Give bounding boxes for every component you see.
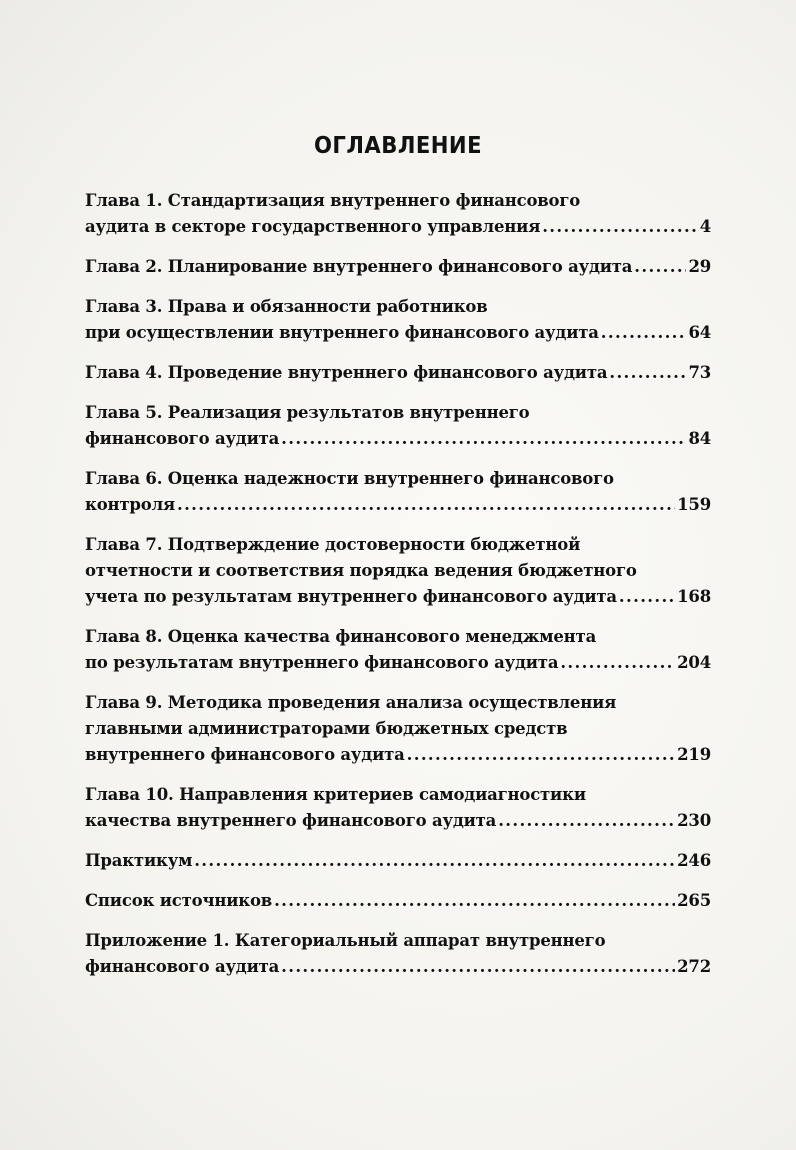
dot-leader: [542, 214, 698, 240]
dot-leader: [601, 320, 687, 346]
toc-entry-title-line: отчетности и соответствия порядка ведения бюджетного: [85, 561, 637, 580]
toc-entry-title-line: финансового аудита: [85, 957, 280, 976]
toc-entry[interactable]: [85, 532, 711, 610]
toc-entry-title-line: Приложение 1. Категориальный аппарат внутреннего: [85, 931, 606, 950]
toc-entry-title-line: финансового аудита: [85, 429, 280, 448]
dot-leader: [407, 742, 676, 768]
page-number: 64: [688, 323, 711, 342]
toc-entry-title-line: Глава 4. Проведение внутреннего финансового аудита: [85, 363, 608, 382]
toc-entry-title-line: Практикум: [85, 851, 193, 870]
dot-leader: [619, 584, 675, 610]
toc-entry-last-line: [85, 848, 711, 874]
dot-leader: [274, 888, 675, 914]
toc-entry[interactable]: [85, 782, 711, 834]
table-of-contents: [85, 188, 711, 994]
toc-entry-last-line: [85, 650, 711, 676]
toc-entry-title-line: Глава 8. Оценка качества финансового менеджмента: [85, 627, 597, 646]
toc-entry-last-line: [85, 492, 711, 518]
page-number: 219: [677, 745, 711, 764]
toc-entry-title-line: Глава 6. Оценка надежности внутреннего финансового: [85, 469, 614, 488]
toc-entry-last-line: [85, 254, 711, 280]
toc-entry-title-line: учета по результатам внутреннего финансового аудита: [85, 587, 617, 606]
toc-entry-last-line: [85, 954, 711, 980]
toc-entry-title-line: Глава 2. Планирование внутреннего финансового аудита: [85, 257, 633, 276]
page-number: 204: [677, 653, 711, 672]
dot-leader: [634, 254, 686, 280]
toc-entry[interactable]: [85, 928, 711, 980]
toc-entry[interactable]: [85, 848, 711, 874]
page-number: 159: [677, 495, 711, 514]
page-number: 84: [688, 429, 711, 448]
dot-leader: [194, 848, 675, 874]
page-number: 272: [677, 957, 711, 976]
toc-entry[interactable]: [85, 188, 711, 240]
toc-entry-last-line: [85, 888, 711, 914]
dot-leader: [177, 492, 675, 518]
page-number: 265: [677, 891, 711, 910]
toc-entry-last-line: [85, 360, 711, 386]
toc-entry-title-line: по результатам внутреннего финансового аудита: [85, 653, 559, 672]
toc-entry[interactable]: [85, 400, 711, 452]
toc-entry[interactable]: [85, 888, 711, 914]
dot-leader: [281, 954, 675, 980]
page-number: 246: [677, 851, 711, 870]
toc-entry-last-line: [85, 584, 711, 610]
toc-entry[interactable]: [85, 624, 711, 676]
toc-entry-last-line: [85, 426, 711, 452]
page-number: 73: [688, 363, 711, 382]
toc-entry[interactable]: [85, 466, 711, 518]
toc-entry-title-line: Глава 9. Методика проведения анализа осуществления: [85, 693, 617, 712]
toc-entry-title-line: при осуществлении внутреннего финансового аудита: [85, 323, 599, 342]
page-number: 168: [677, 587, 711, 606]
toc-entry-title-line: Глава 1. Стандартизация внутреннего финансового: [85, 191, 581, 210]
dot-leader: [560, 650, 675, 676]
page-number: 4: [699, 217, 711, 236]
toc-entry-last-line: [85, 320, 711, 346]
dot-leader: [609, 360, 686, 386]
toc-entry-title-line: контроля: [85, 495, 175, 514]
toc-entry-title-line: Глава 5. Реализация результатов внутреннего: [85, 403, 530, 422]
page-number: 230: [677, 811, 711, 830]
toc-entry-title-line: качества внутреннего финансового аудита: [85, 811, 497, 830]
page-number: 29: [688, 257, 711, 276]
dot-leader: [498, 808, 675, 834]
toc-entry-title-line: главными администраторами бюджетных средств: [85, 719, 568, 738]
toc-entry[interactable]: [85, 254, 711, 280]
toc-entry[interactable]: [85, 294, 711, 346]
toc-entry-title-line: внутреннего финансового аудита: [85, 745, 405, 764]
toc-entry-title-line: Глава 3. Права и обязанности работников: [85, 297, 488, 316]
toc-entry-title-line: Список источников: [85, 891, 273, 910]
dot-leader: [281, 426, 686, 452]
toc-entry-last-line: [85, 742, 711, 768]
toc-entry-last-line: [85, 808, 711, 834]
toc-entry[interactable]: [85, 360, 711, 386]
page-title: ОГЛАВЛЕНИЕ: [313, 133, 483, 160]
toc-entry-title-line: аудита в секторе государственного управления: [85, 217, 541, 236]
toc-entry[interactable]: [85, 690, 711, 768]
toc-entry-title-line: Глава 10. Направления критериев самодиагностики: [85, 785, 586, 804]
toc-entry-last-line: [85, 214, 711, 240]
toc-entry-title-line: Глава 7. Подтверждение достоверности бюджетной: [85, 535, 581, 554]
